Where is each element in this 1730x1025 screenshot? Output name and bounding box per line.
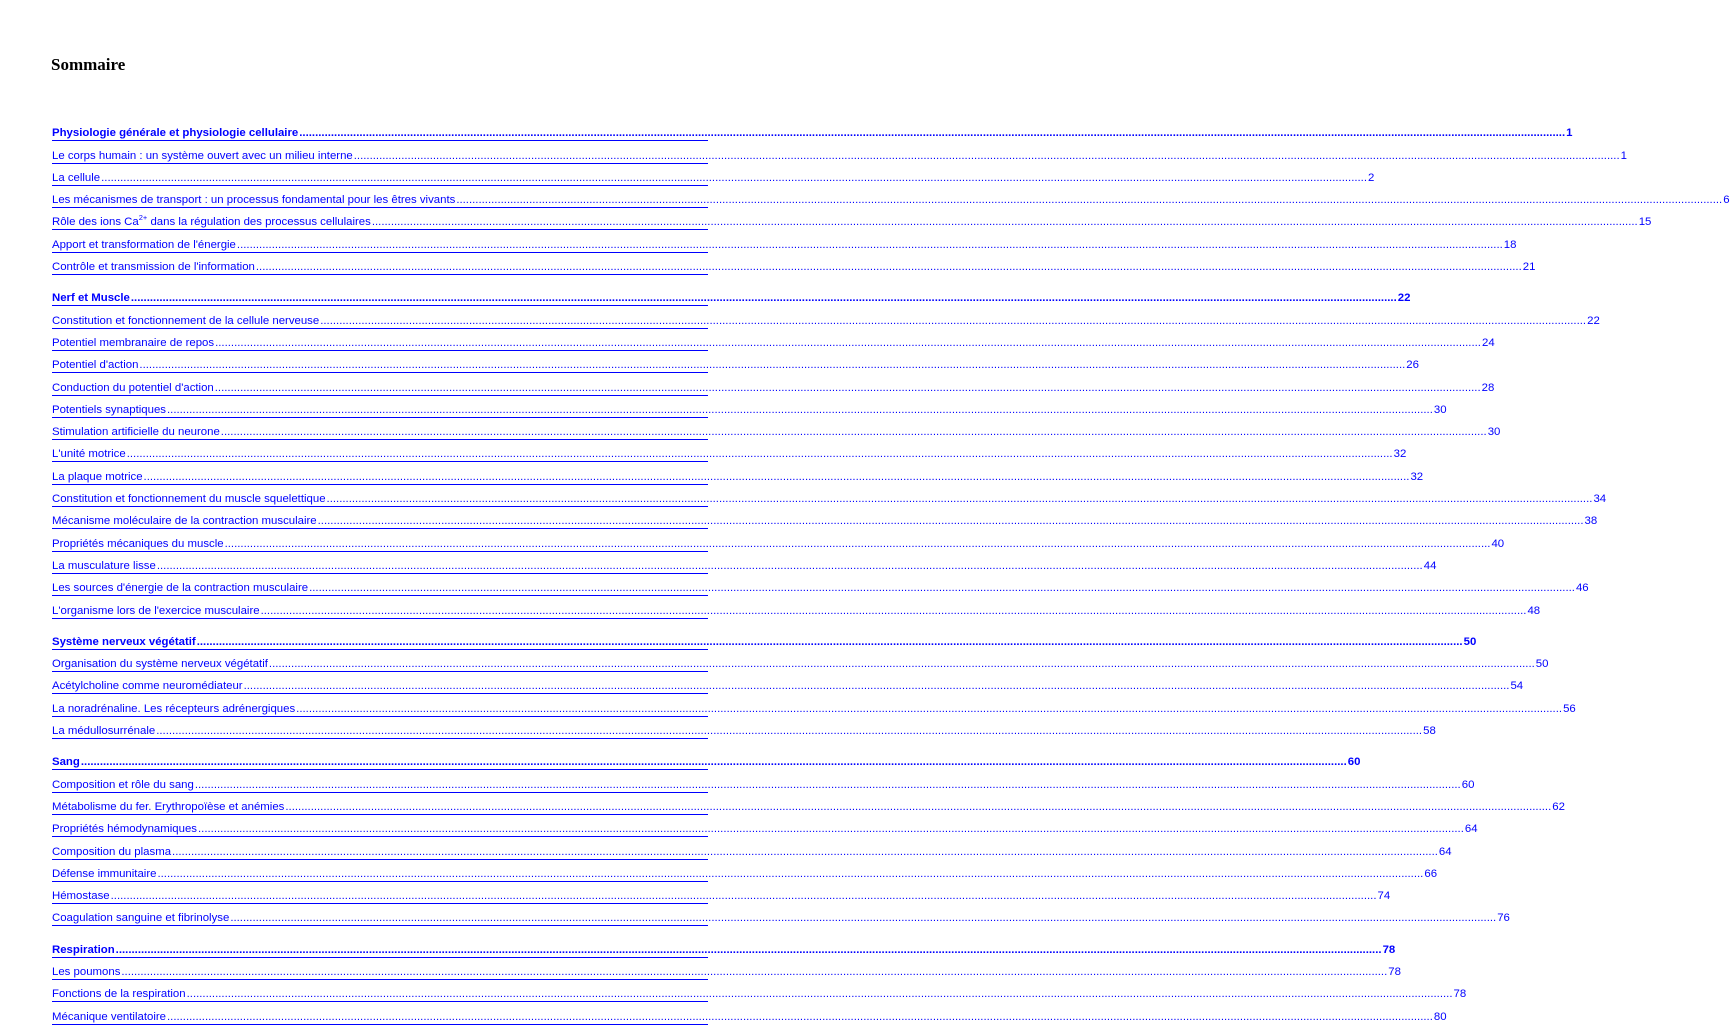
toc-page-number: 76: [1497, 912, 1510, 925]
table-of-contents: [52, 119, 1730, 1025]
toc-entry-label: Les poumons: [52, 965, 121, 978]
toc-entry-label: Acétylcholine comme neuromédiateur: [52, 680, 243, 693]
toc-page-number: 50: [1535, 658, 1549, 671]
toc-entry-label: Respiration: [52, 943, 115, 956]
toc-leader-dots: ................................................................................................................................................................................................................................................................................................................................................................................................................: [172, 845, 1438, 858]
toc-entry-label: Métabolisme du fer. Erythropoïèse et anémies: [52, 800, 285, 813]
toc-leader-dots: ................................................................................................................................................................................................................................................................................................................................................................................................................: [456, 194, 1723, 207]
toc-entry-link[interactable]: [52, 882, 1391, 904]
toc-leader-dots: ................................................................................................................................................................................................................................................................................................................................................................................................................: [166, 1010, 1433, 1023]
toc-entry-label: Potentiel membranaire de repos: [52, 336, 215, 349]
toc-page-number: 78: [1388, 965, 1401, 978]
toc-page-number: 1: [1620, 149, 1627, 162]
toc-page-number: 2: [1368, 171, 1375, 184]
toc-entry-link[interactable]: [52, 507, 1598, 529]
toc-leader-dots: ................................................................................................................................................................................................................................................................................................................................................................................................................: [121, 965, 1388, 978]
toc-leader-dots: ................................................................................................................................................................................................................................................................................................................................................................................................................: [130, 292, 1397, 305]
toc-leader-dots: ................................................................................................................................................................................................................................................................................................................................................................................................................: [371, 216, 1638, 229]
toc-entry-label: Conduction du potentiel d'action: [52, 381, 214, 394]
toc-leader-dots: ................................................................................................................................................................................................................................................................................................................................................................................................................: [101, 171, 1368, 184]
toc-entry-link[interactable]: [52, 230, 1517, 252]
toc-page-number: 58: [1423, 725, 1436, 738]
toc-entry-link[interactable]: [52, 793, 1565, 815]
toc-page-number: 56: [1563, 702, 1576, 715]
toc-entry-link[interactable]: [52, 770, 1475, 792]
toc-page-number: 26: [1406, 359, 1419, 372]
toc-entry-link[interactable]: [52, 208, 1652, 230]
toc-page-number: 62: [1552, 800, 1565, 813]
toc-page-number: 1: [1566, 127, 1573, 140]
toc-leader-dots: ................................................................................................................................................................................................................................................................................................................................................................................................................: [309, 582, 1575, 595]
toc-entry-link[interactable]: [52, 373, 1495, 395]
toc-page-number: 32: [1393, 448, 1407, 461]
toc-entry-label: Potentiel d'action: [52, 359, 139, 372]
toc-page-number: 6: [1723, 194, 1730, 207]
toc-entry-label: Nerf et Muscle: [52, 292, 130, 305]
toc-entry-link[interactable]: [52, 418, 1501, 440]
toc-page-number: 40: [1491, 537, 1505, 550]
toc-page-number: 28: [1481, 381, 1495, 394]
toc-entry-link[interactable]: [52, 815, 1478, 837]
toc-entry-label: L'organisme lors de l'exercice musculaire: [52, 604, 260, 617]
toc-leader-dots: ................................................................................................................................................................................................................................................................................................................................................................................................................: [268, 658, 1535, 671]
toc-entry-link[interactable]: [52, 860, 1438, 882]
toc-entry-label: Fonctions de la respiration: [52, 988, 186, 1001]
toc-leader-dots: ................................................................................................................................................................................................................................................................................................................................................................................................................: [194, 778, 1461, 791]
toc-leader-dots: ................................................................................................................................................................................................................................................................................................................................................................................................................: [198, 823, 1464, 836]
toc-entry-label: Composition et rôle du sang: [52, 778, 194, 791]
toc-entry-link[interactable]: [52, 485, 1607, 507]
toc-entry-link[interactable]: [52, 672, 1524, 694]
toc-entry-label: Propriétés mécaniques du muscle: [52, 537, 224, 550]
toc-leader-dots: ................................................................................................................................................................................................................................................................................................................................................................................................................: [166, 403, 1433, 416]
toc-page-number: 22: [1397, 292, 1411, 305]
toc-page-number: 30: [1433, 403, 1447, 416]
toc-entry-link[interactable]: [52, 958, 1401, 980]
toc-entry-link[interactable]: [52, 904, 1510, 926]
toc-entry-link[interactable]: [52, 396, 1447, 418]
toc-entry-label: Stimulation artificielle du neurone: [52, 426, 220, 439]
toc-page-number: 15: [1638, 216, 1652, 229]
toc-entry-link[interactable]: [52, 253, 1536, 275]
toc-leader-dots: ................................................................................................................................................................................................................................................................................................................................................................................................................: [353, 149, 1620, 162]
toc-page-number: 78: [1453, 988, 1467, 1001]
toc-entry-label: Contrôle et transmission de l'information: [52, 261, 255, 274]
toc-page-number: 44: [1423, 559, 1437, 572]
toc-leader-dots: ................................................................................................................................................................................................................................................................................................................................................................................................................: [196, 635, 1463, 648]
toc-leader-dots: ................................................................................................................................................................................................................................................................................................................................................................................................................: [255, 261, 1522, 274]
toc-leader-dots: ................................................................................................................................................................................................................................................................................................................................................................................................................: [157, 867, 1424, 880]
toc-page-number: 24: [1481, 336, 1495, 349]
toc-entry-label: Organisation du système nerveux végétatif: [52, 658, 268, 671]
toc-leader-dots: ................................................................................................................................................................................................................................................................................................................................................................................................................: [156, 725, 1423, 738]
toc-leader-dots: ................................................................................................................................................................................................................................................................................................................................................................................................................: [317, 515, 1584, 528]
toc-leader-dots: ................................................................................................................................................................................................................................................................................................................................................................................................................: [320, 314, 1587, 327]
toc-page-number: 38: [1584, 515, 1598, 528]
page-title: Sommaire: [51, 55, 126, 74]
toc-page-number: 18: [1503, 238, 1517, 251]
toc-entry-link[interactable]: [52, 351, 1419, 373]
toc-entry-label: Rôle des ions $Ca^{2+}$ dans la régulation des processus cellulaires: [52, 212, 371, 229]
toc-page-number: 66: [1424, 867, 1438, 880]
toc-entry-link[interactable]: [52, 164, 1375, 186]
toc-entry-label: Physiologie générale et physiologie cellulaire: [52, 127, 299, 140]
toc-page-number: 32: [1410, 470, 1424, 483]
toc-entry-label: Sang: [52, 756, 80, 769]
toc-leader-dots: ................................................................................................................................................................................................................................................................................................................................................................................................................: [260, 604, 1527, 617]
toc-leader-dots: ................................................................................................................................................................................................................................................................................................................................................................................................................: [110, 890, 1377, 903]
toc-leader-dots: ................................................................................................................................................................................................................................................................................................................................................................................................................: [326, 493, 1593, 506]
toc-entry-label: La plaque motrice: [52, 470, 143, 483]
toc-leader-dots: ................................................................................................................................................................................................................................................................................................................................................................................................................: [220, 426, 1487, 439]
toc-entry-link[interactable]: [52, 141, 1627, 163]
toc-page-number: 64: [1438, 845, 1452, 858]
toc-entry-link[interactable]: [52, 329, 1495, 351]
toc-leader-dots: ................................................................................................................................................................................................................................................................................................................................................................................................................: [115, 943, 1382, 956]
toc-section-link[interactable]: [52, 284, 1411, 306]
toc-page-number: 34: [1593, 493, 1607, 506]
toc-leader-dots: ................................................................................................................................................................................................................................................................................................................................................................................................................: [139, 359, 1406, 372]
toc-entry-link[interactable]: [52, 694, 1576, 716]
toc-entry-label: La noradrénaline. Les récepteurs adrénergiques: [52, 702, 296, 715]
toc-page-number: 80: [1433, 1010, 1447, 1023]
toc-entry-label: Système nerveux végétatif: [52, 635, 196, 648]
toc-section-link[interactable]: [52, 119, 1573, 141]
toc-section-link[interactable]: [52, 628, 1477, 650]
toc-leader-dots: ................................................................................................................................................................................................................................................................................................................................................................................................................: [296, 702, 1563, 715]
toc-page-number: 48: [1527, 604, 1541, 617]
toc-entry-label: L'unité motrice: [52, 448, 126, 461]
toc-leader-dots: ................................................................................................................................................................................................................................................................................................................................................................................................................: [143, 470, 1410, 483]
toc-entry-label: Défense immunitaire: [52, 867, 157, 880]
toc-leader-dots: ................................................................................................................................................................................................................................................................................................................................................................................................................: [285, 800, 1552, 813]
toc-entry-link[interactable]: [52, 552, 1437, 574]
toc-entry-label: Propriétés hémodynamiques: [52, 823, 197, 836]
toc-entry-label: Mécanisme moléculaire de la contraction musculaire: [52, 515, 317, 528]
toc-leader-dots: ................................................................................................................................................................................................................................................................................................................................................................................................................: [236, 238, 1503, 251]
toc-leader-dots: ................................................................................................................................................................................................................................................................................................................................................................................................................: [214, 381, 1481, 394]
toc-leader-dots: ................................................................................................................................................................................................................................................................................................................................................................................................................: [126, 448, 1393, 461]
toc-entry-link[interactable]: [52, 574, 1589, 596]
toc-page-number: 46: [1575, 582, 1589, 595]
toc-entry-label: Composition du plasma: [52, 845, 172, 858]
toc-leader-dots: ................................................................................................................................................................................................................................................................................................................................................................................................................: [156, 559, 1423, 572]
toc-entry-label: Constitution et fonctionnement de la cellule nerveuse: [52, 314, 320, 327]
toc-section-link[interactable]: [52, 935, 1396, 957]
toc-entry-link[interactable]: [52, 980, 1467, 1002]
toc-entry-link[interactable]: [52, 596, 1541, 618]
superscript: 2+: [138, 212, 148, 222]
toc-entry-link[interactable]: [52, 650, 1549, 672]
toc-page-number: 54: [1510, 680, 1524, 693]
toc-leader-dots: ................................................................................................................................................................................................................................................................................................................................................................................................................: [243, 680, 1510, 693]
toc-page-number: 74: [1377, 890, 1391, 903]
toc-entry-label: Les sources d'énergie de la contraction musculaire: [52, 582, 309, 595]
toc-entry-label: Mécanique ventilatoire: [52, 1010, 166, 1023]
toc-entry-label: Le corps humain : un système ouvert avec un milieu interne: [52, 149, 353, 162]
toc-leader-dots: ................................................................................................................................................................................................................................................................................................................................................................................................................: [186, 988, 1453, 1001]
toc-entry-link[interactable]: [52, 462, 1424, 484]
toc-entry-label: Coagulation sanguine et fibrinolyse: [52, 912, 230, 925]
toc-entry-label: Les mécanismes de transport : un processus fondamental pour les êtres vivants: [52, 194, 456, 207]
toc-page-number: 78: [1382, 943, 1396, 956]
toc-section-link[interactable]: [52, 748, 1361, 770]
toc-page-number: 60: [1347, 756, 1361, 769]
toc-entry-label: La cellule: [52, 171, 101, 184]
toc-leader-dots: ................................................................................................................................................................................................................................................................................................................................................................................................................: [299, 127, 1566, 140]
toc-entry-link[interactable]: [52, 186, 1730, 208]
toc-entry-link[interactable]: [52, 529, 1505, 551]
toc-entry-label: La médullosurrénale: [52, 725, 156, 738]
toc-entry-label: La musculature lisse: [52, 559, 156, 572]
toc-entry-link[interactable]: [52, 440, 1407, 462]
toc-page-number: 60: [1461, 778, 1475, 791]
toc-page-number: 21: [1522, 261, 1536, 274]
toc-leader-dots: ................................................................................................................................................................................................................................................................................................................................................................................................................: [224, 537, 1491, 550]
toc-page-number: 50: [1463, 635, 1477, 648]
toc-leader-dots: ................................................................................................................................................................................................................................................................................................................................................................................................................: [230, 912, 1497, 925]
toc-entry-label: Constitution et fonctionnement du muscle squelettique: [52, 493, 326, 506]
toc-page-number: 30: [1487, 426, 1501, 439]
toc-entry-label: Hémostase: [52, 890, 110, 903]
toc-entry-link[interactable]: [52, 306, 1600, 328]
toc-leader-dots: ................................................................................................................................................................................................................................................................................................................................................................................................................: [80, 756, 1347, 769]
toc-entry-link[interactable]: [52, 1002, 1447, 1024]
toc-entry-link[interactable]: [52, 837, 1452, 859]
toc-page-number: 64: [1464, 823, 1478, 836]
toc-entry-link[interactable]: [52, 717, 1436, 739]
toc-page-number: 22: [1587, 314, 1600, 327]
toc-entry-label: Apport et transformation de l'énergie: [52, 238, 236, 251]
toc-entry-label: Potentiels synaptiques: [52, 403, 166, 416]
toc-leader-dots: ................................................................................................................................................................................................................................................................................................................................................................................................................: [215, 336, 1481, 349]
